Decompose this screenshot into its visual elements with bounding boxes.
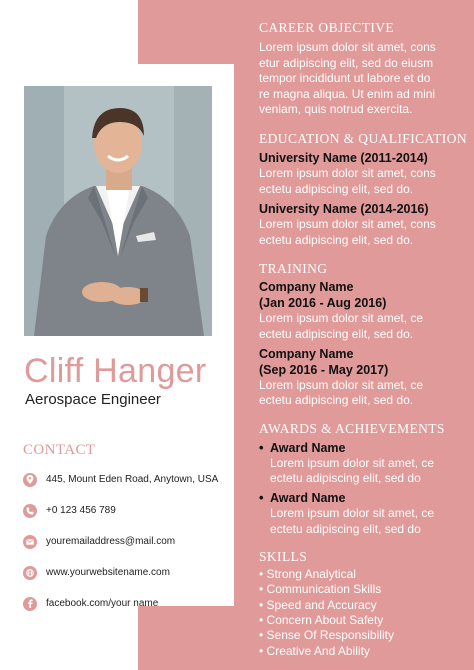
skills-list xyxy=(259,567,464,659)
career-line: Lorem ipsum dolor sit amet, cons xyxy=(259,40,436,54)
training-line: ectetu adipiscing elit, sed do. xyxy=(259,393,414,408)
phone-icon xyxy=(23,504,37,518)
contact-facebook[interactable] xyxy=(23,588,233,619)
skill-label: Speed and Accuracy xyxy=(266,597,377,612)
bullet-icon: • xyxy=(259,439,264,455)
education-line: ectetu adipiscing elit, sed do. xyxy=(259,232,414,247)
education-line: ectetu adipiscing elit, sed do. xyxy=(259,181,414,196)
profile-photo xyxy=(24,86,212,336)
contact-address xyxy=(23,464,233,495)
training-line: Lorem ipsum dolor sit amet, ce xyxy=(259,311,424,326)
training-entry xyxy=(259,346,464,409)
skill-item: • Communication Skills xyxy=(259,582,382,597)
contact-phone xyxy=(23,495,233,526)
facebook-icon xyxy=(23,597,37,611)
job-title: Aerospace Engineer xyxy=(25,391,161,408)
career-line: veniam, quis notrud exercita. xyxy=(259,102,413,117)
education-line: Lorem ipsum dolor sit amet, cons xyxy=(259,217,436,232)
contact-address-text: 445, Mount Eden Road, Anytown, USA xyxy=(46,474,219,485)
career-line: re magna aliqua. Ut enim ad mini xyxy=(259,86,436,101)
education-entry xyxy=(259,150,464,197)
education-title: University Name (2014-2016) xyxy=(259,202,429,217)
person-name: Cliff Hanger xyxy=(24,352,207,390)
skill-label: Creative And Ability xyxy=(266,643,370,658)
award-line: Lorem ipsum dolor sit amet, ce xyxy=(270,455,435,470)
contact-email-text: youremailaddress@mail.com xyxy=(46,536,176,547)
skill-label: Strong Analytical xyxy=(266,567,356,582)
award-title: Award Name xyxy=(270,490,346,505)
skill-item: • Concern About Safety xyxy=(259,612,384,627)
website-icon xyxy=(23,566,37,580)
award-title: Award Name xyxy=(270,440,346,455)
education-heading: EDUCATION & QUALIFICATION xyxy=(259,130,467,146)
skill-item: • Speed and Accuracy xyxy=(259,597,377,612)
contact-website-text: www.yourwebsitename.com xyxy=(46,567,170,578)
career-line: etur adipiscing elit, sed do eiusm xyxy=(259,55,434,70)
award-line: Lorem ipsum dolor sit amet, ce xyxy=(270,505,435,520)
training-line: Lorem ipsum dolor sit amet, ce xyxy=(259,377,424,392)
contact-heading: CONTACT xyxy=(23,442,96,458)
skill-item: • Strong Analytical xyxy=(259,567,356,582)
award-line: ectetu adipiscing elit, sed do xyxy=(270,521,421,536)
contact-facebook-text: facebook.com/your name xyxy=(46,598,159,609)
career-objective-text xyxy=(259,40,464,118)
contact-list xyxy=(23,464,233,619)
education-title: University Name (2011-2014) xyxy=(259,150,428,165)
contact-email[interactable] xyxy=(23,526,233,557)
skill-item: • Creative And Ability xyxy=(259,643,370,658)
skill-item: • Sense Of Responsibility xyxy=(259,628,394,643)
award-entry xyxy=(259,490,464,537)
bullet-icon: • xyxy=(259,489,264,505)
training-entry xyxy=(259,279,464,342)
skills-heading: SKILLS xyxy=(259,549,308,565)
location-icon xyxy=(23,473,37,487)
skill-label: Concern About Safety xyxy=(266,612,384,627)
training-line: ectetu adipiscing elit, sed do. xyxy=(259,326,414,341)
training-company: Company Name xyxy=(259,280,354,295)
email-icon xyxy=(23,535,37,549)
education-entry xyxy=(259,201,464,248)
contact-phone-text: +0 123 456 789 xyxy=(46,505,116,516)
training-heading: TRAINING xyxy=(259,261,328,277)
award-line: ectetu adipiscing elit, sed do xyxy=(270,471,421,486)
training-period: (Sep 2016 - May 2017) xyxy=(259,362,389,377)
training-company: Company Name xyxy=(259,346,354,361)
education-line: Lorem ipsum dolor sit amet, cons xyxy=(259,165,436,180)
award-entry xyxy=(259,440,464,487)
skill-label: Communication Skills xyxy=(266,582,382,597)
contact-website[interactable] xyxy=(23,557,233,588)
right-column xyxy=(259,20,467,659)
skill-label: Sense Of Responsibility xyxy=(266,628,394,643)
career-line: tempor incididunt ut labore et do xyxy=(259,71,431,86)
career-objective-heading: CAREER OBJECTIVE xyxy=(259,20,395,35)
awards-heading: AWARDS & ACHIEVEMENTS xyxy=(259,420,445,436)
training-period: (Jan 2016 - Aug 2016) xyxy=(259,296,387,311)
